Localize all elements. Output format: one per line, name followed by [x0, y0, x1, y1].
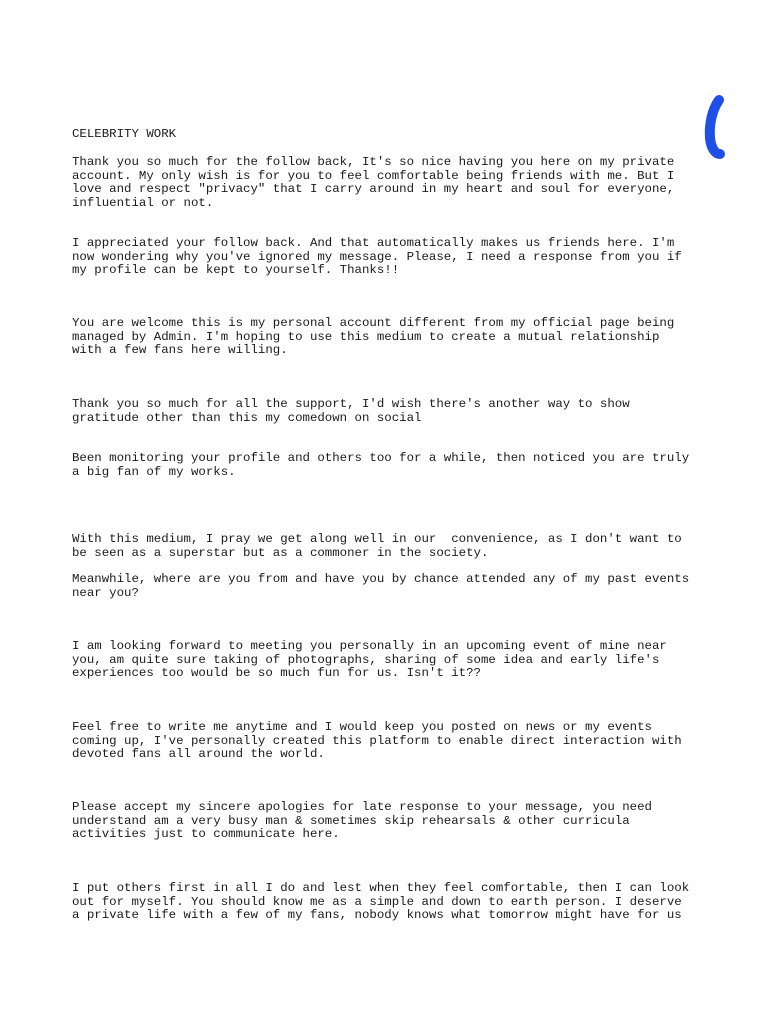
- paragraph-11: I put others first in all I do and lest when they feel comfortable, then I can look out for myself. You should know me as a simple and down to earth person. I deserve a private life with a few of my fans, nobody knows what tomorrow might have for us: [72, 881, 690, 923]
- paragraph-6: With this medium, I pray we get along well in our convenience, as I don't want to be seen as a superstar but as a commoner in the society.: [72, 532, 682, 560]
- paragraph-5: Been monitoring your profile and others too for a while, then noticed you are truly a big fan of my works.: [72, 451, 690, 479]
- paragraph-9: Feel free to write me anytime and I would keep you posted on news or my events coming up, I've personally created this platform to enable direct interaction with devoted fans all around the world.: [72, 720, 682, 762]
- paragraph-7: Meanwhile, where are you from and have you by chance attended any of my past events near you?: [72, 572, 690, 600]
- paragraph-1: Thank you so much for the follow back, It's so nice having you here on my private account. My only wish is for you to feel comfortable being friends with me. But I love and respect "privacy" that I carry around in my heart and soul for everyone, influential or not.: [72, 155, 675, 210]
- pen-annotation-mark: [700, 94, 730, 162]
- paragraph-2: I appreciated your follow back. And that automatically makes us friends here. I'm now wondering why you've ignored my message. Please, I need a response from you if my profile can be kept to yourself. Thanks!!: [72, 236, 682, 278]
- paragraph-10: Please accept my sincere apologies for late response to your message, you need understand am a very busy man & sometimes skip rehearsals & other curricula activities just to communicate here.: [72, 800, 652, 842]
- paragraph-3: You are welcome this is my personal account different from my official page being managed by Admin. I'm hoping to use this medium to create a mutual relationship with a few fans here willing.: [72, 316, 675, 358]
- paragraph-4: Thank you so much for all the support, I'd wish there's another way to show gratitude other than this my comedown on social: [72, 397, 630, 425]
- paragraph-8: I am looking forward to meeting you personally in an upcoming event of mine near you, am quite sure taking of photographs, sharing of some idea and early life's experiences too would be so much fun for us. Isn't it??: [72, 639, 667, 681]
- document-title: CELEBRITY WORK: [72, 127, 177, 141]
